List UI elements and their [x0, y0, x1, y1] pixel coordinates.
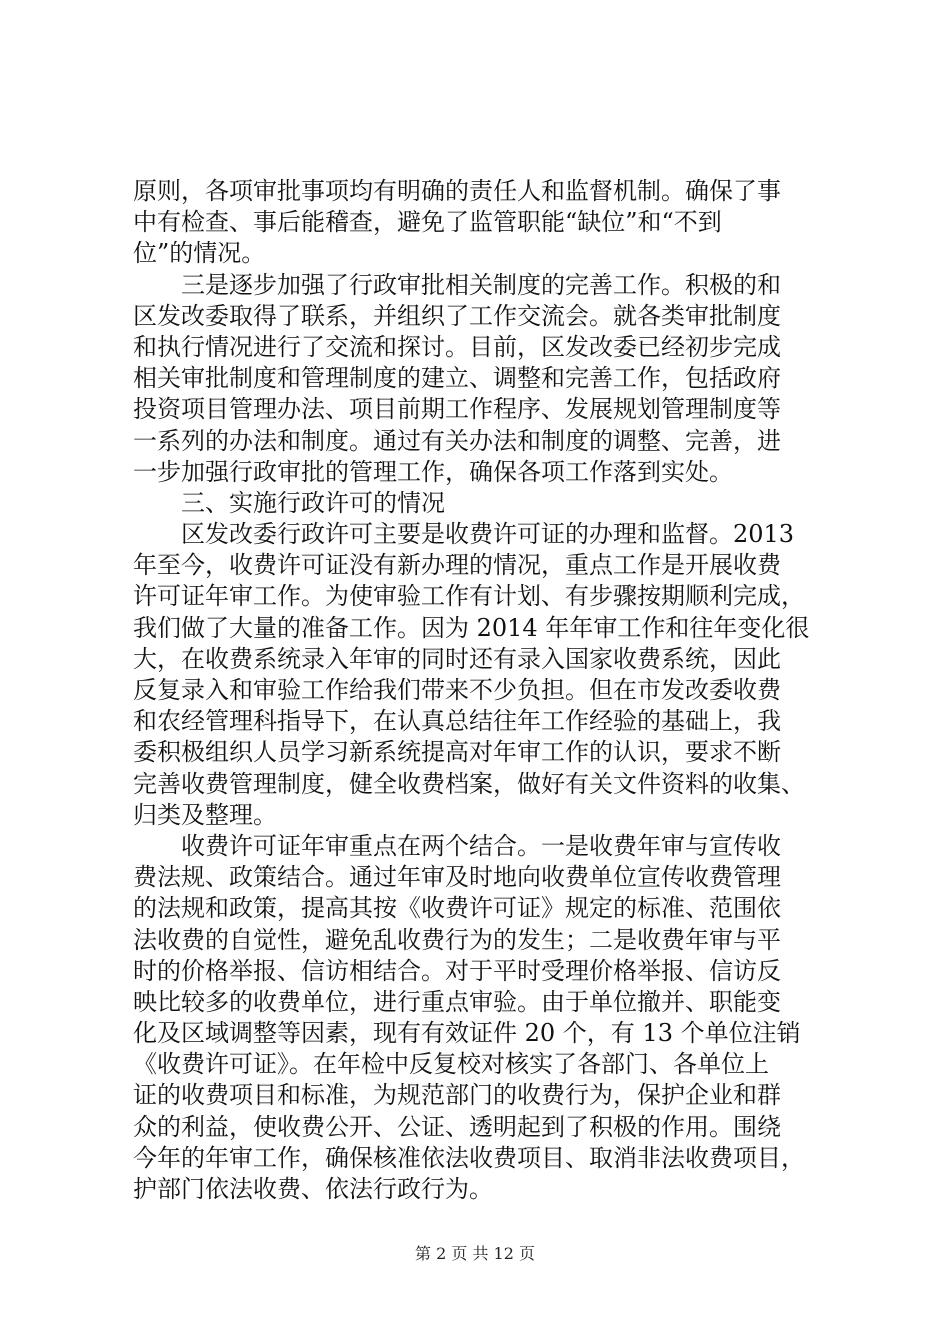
text-line: 和执行情况进行了交流和探讨。目前，区发改委已经初步完成 — [133, 332, 781, 361]
text-line: 年至今，收费许可证没有新办理的情况，重点工作是开展收费 — [133, 551, 781, 580]
text-line: 我们做了大量的准备工作。因为 2014 年年审工作和往年变化很 — [133, 613, 810, 642]
text-line: 一步加强行政审批的管理工作，确保各项工作落到实处。 — [133, 457, 733, 486]
text-line: 区发改委行政许可主要是收费许可证的办理和监督。2013 — [181, 520, 795, 549]
text-line: 位”的情况。 — [133, 239, 266, 268]
text-line: 法收费的自觉性，避免乱收费行为的发生；二是收费年审与平 — [133, 925, 781, 954]
text-line: 护部门依法收费、依法行政行为。 — [133, 1175, 493, 1203]
text-line: 原则，各项审批事项均有明确的责任人和监督机制。确保了事 — [133, 177, 781, 205]
text-line: 一系列的办法和制度。通过有关办法和制度的调整、完善，进 — [133, 426, 781, 455]
text-line: 区发改委取得了联系，并组织了工作交流会。就各类审批制度 — [133, 301, 781, 330]
text-line: 今年的年审工作，确保核准依法收费项目、取消非法收费项目， — [133, 1143, 805, 1172]
text-line: 《收费许可证》。在年检中反复校对核实了各部门、各单位上 — [133, 1050, 769, 1079]
text-line: 和农经管理科指导下，在认真总结往年工作经验的基础上，我 — [133, 707, 781, 736]
text-line: 的法规和政策，提高其按《收费许可证》规定的标准、范围依 — [133, 894, 781, 923]
text-line: 时的价格举报、信访相结合。对于平时受理价格举报、信访反 — [133, 956, 781, 985]
text-line: 三是逐步加强了行政审批相关制度的完善工作。积极的和 — [181, 270, 781, 299]
text-line: 化及区域调整等因素，现有有效证件 20 个，有 13 个单位注销 — [133, 1019, 801, 1048]
text-line: 三、实施行政许可的情况 — [181, 488, 445, 517]
document-body — [133, 176, 833, 1205]
text-line: 投资项目管理办法、项目前期工作程序、发展规划管理制度等 — [133, 395, 781, 424]
text-line: 中有检查、事后能稽查，避免了监管职能“缺位”和“不到 — [133, 208, 722, 237]
text-line: 许可证年审工作。为使审验工作有计划、有步骤按期顺利完成， — [133, 582, 805, 611]
text-line: 反复录入和审验工作给我们带来不少负担。但在市发改委收费 — [133, 676, 781, 704]
text-line: 大，在收费系统录入年审的同时还有录入国家收费系统，因此 — [133, 644, 781, 673]
text-line: 证的收费项目和标准，为规范部门的收费行为，保护企业和群 — [133, 1081, 781, 1110]
text-line: 归类及整理。 — [133, 800, 277, 829]
text-line: 费法规、政策结合。通过年审及时地向收费单位宣传收费管理 — [133, 863, 781, 892]
text-line: 映比较多的收费单位，进行重点审验。由于单位撤并、职能变 — [133, 987, 781, 1016]
page-footer: 第 2 页 共 12 页 — [415, 1244, 535, 1263]
text-line: 完善收费管理制度，健全收费档案，做好有关文件资料的收集、 — [133, 769, 805, 798]
text-line: 相关审批制度和管理制度的建立、调整和完善工作，包括政府 — [133, 364, 781, 393]
text-line: 委积极组织人员学习新系统提高对年审工作的认识，要求不断 — [133, 738, 781, 767]
text-line: 众的利益，使收费公开、公证、透明起到了积极的作用。围绕 — [133, 1112, 781, 1141]
text-line: 收费许可证年审重点在两个结合。一是收费年审与宣传收 — [181, 831, 781, 860]
